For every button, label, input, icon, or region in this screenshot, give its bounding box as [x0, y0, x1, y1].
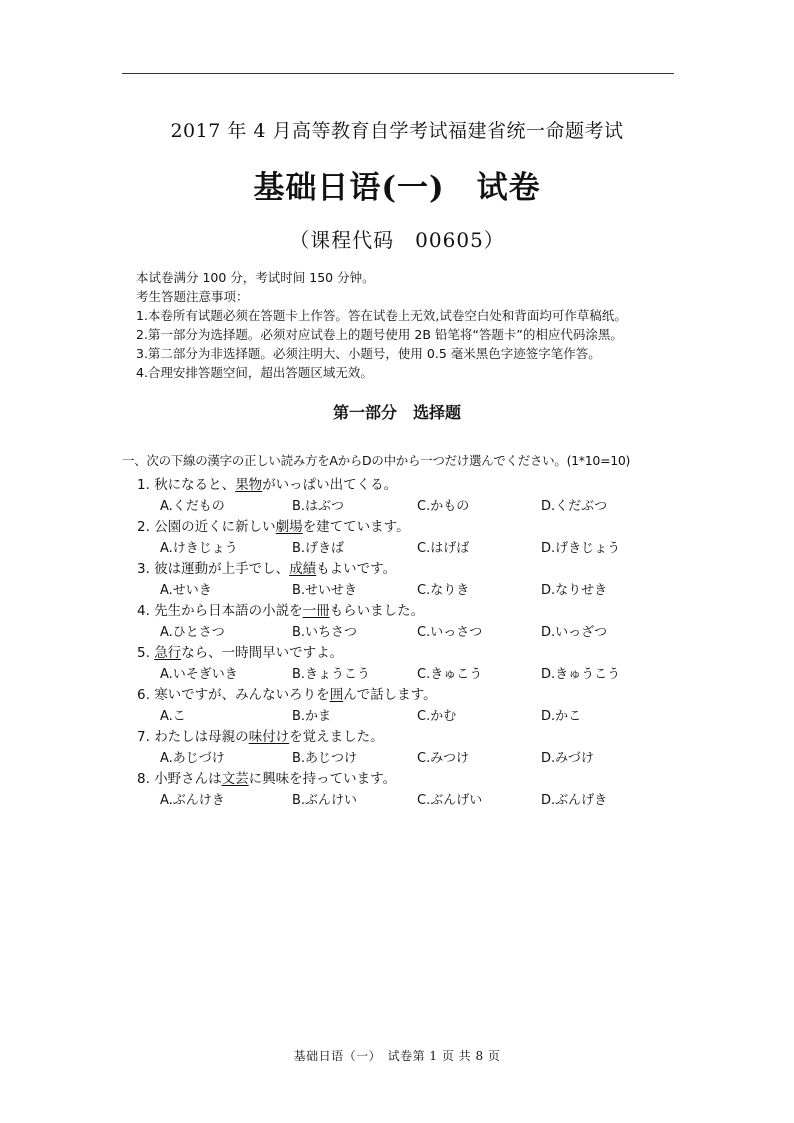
answer-options	[137, 579, 697, 599]
stem-text: もらいました。	[329, 603, 425, 619]
question-stem	[137, 473, 697, 495]
stem-text: 公園の近くに新しい	[154, 519, 276, 535]
option-b: B.あじつけ	[292, 751, 358, 766]
stem-text: わたしは母親の	[154, 729, 249, 745]
underlined-word: 成績	[289, 561, 317, 577]
question-stem	[137, 725, 697, 747]
option-c: C.きゅこう	[417, 667, 483, 682]
notes-line: 3.第二部分为非选择题。必须注明大、小题号，使用 0.5 毫米黑色字迹签字笔作答。	[136, 346, 601, 361]
question-item	[137, 683, 697, 725]
question-item	[137, 515, 697, 557]
option-d: D.げきじょう	[541, 541, 621, 556]
stem-text: なら、一時間早いですよ。	[181, 645, 344, 661]
notes-line: 1.本卷所有试题必须在答题卡上作答。答在试卷上无效,试卷空白处和背面均可作草稿纸。	[136, 308, 627, 323]
answer-options	[137, 621, 697, 641]
option-c: C.はげば	[417, 541, 470, 556]
question-number: 5.	[137, 645, 150, 661]
question-stem	[137, 599, 697, 621]
stem-text: 秋になると、	[154, 477, 236, 493]
question-item	[137, 473, 697, 515]
stem-text: 先生から日本語の小説を	[154, 603, 303, 619]
course-code: （课程代码 00605）	[289, 228, 505, 252]
option-c: C.かむ	[417, 709, 457, 724]
option-a: A.ぶんけき	[160, 793, 225, 808]
question-item	[137, 599, 697, 641]
option-d: D.きゅうこう	[541, 667, 621, 682]
answer-options	[137, 663, 697, 683]
notes-line: 2.第一部分为选择题。必须对应试卷上的题号使用 2B 铅笔将“答题卡”的相应代码涂黑。	[136, 327, 623, 342]
question-stem	[137, 557, 697, 579]
answer-options	[137, 747, 697, 767]
question-stem	[137, 767, 697, 789]
answer-options	[137, 537, 697, 557]
question-item	[137, 557, 697, 599]
option-b: B.せいせき	[292, 583, 358, 598]
exam-header-title: 2017 年 4 月高等教育自学考试福建省统一命题考试	[170, 120, 624, 142]
option-c: C.ぶんげい	[417, 793, 483, 808]
underlined-word: 文芸	[221, 771, 249, 787]
stem-text: んで話します。	[343, 687, 437, 703]
stem-text: 寒いですが、みんないろりを	[154, 687, 330, 703]
question-number: 4.	[137, 603, 150, 619]
option-b: B.げきば	[292, 541, 345, 556]
question-stem	[137, 683, 697, 705]
question-item	[137, 725, 697, 767]
stem-text: 彼は運動が上手でし、	[154, 561, 290, 577]
stem-text: を覚えました。	[289, 729, 384, 745]
option-b: B.はぶつ	[292, 499, 345, 514]
stem-text: もよいです。	[316, 561, 397, 577]
option-b: B.いちさつ	[292, 625, 358, 640]
question-stem	[137, 515, 697, 537]
underlined-word: 味付け	[248, 729, 290, 745]
subject-title: 基础日语(一) 试卷	[253, 170, 541, 206]
stem-text: を建てています。	[302, 519, 410, 535]
option-a: A.いそぎいき	[160, 667, 238, 682]
question-number: 8.	[137, 771, 150, 787]
option-c: C.いっさつ	[417, 625, 483, 640]
option-b: B.かま	[292, 709, 332, 724]
option-a: A.あじづけ	[160, 751, 225, 766]
option-d: D.いっざつ	[541, 625, 608, 640]
underlined-word: 劇場	[275, 519, 303, 535]
option-c: C.みつけ	[417, 751, 469, 766]
option-a: A.こ	[160, 709, 186, 724]
option-a: A.くだもの	[160, 499, 225, 514]
question-item	[137, 767, 697, 809]
option-c: C.なりき	[417, 583, 470, 598]
question-number: 6.	[137, 687, 150, 703]
option-a: A.けきじょう	[160, 541, 238, 556]
option-b: B.きょうこう	[292, 667, 371, 682]
option-b: B.ぶんけい	[292, 793, 358, 808]
answer-options	[137, 789, 697, 809]
notes-line: 考生答题注意事项：	[136, 289, 249, 304]
option-d: D.くだぶつ	[541, 499, 608, 514]
stem-text: に興味を持っています。	[248, 771, 397, 787]
answer-options	[137, 705, 697, 725]
underlined-word: 囲	[329, 687, 344, 703]
underlined-word: 一冊	[302, 603, 330, 619]
underlined-word: 急行	[154, 645, 182, 661]
question-number: 7.	[137, 729, 150, 745]
exam-notes	[136, 268, 696, 382]
section-instruction: 一、次の下線の漢字の正しい読み方をAからDの中から一つだけ選んでください。(1*10=10)	[122, 453, 631, 468]
option-a: A.せいき	[160, 583, 212, 598]
notes-line: 本试卷满分 100 分，考试时间 150 分钟。	[136, 270, 375, 285]
question-number: 1.	[137, 477, 150, 493]
option-d: D.ぶんげき	[541, 793, 608, 808]
underlined-word: 果物	[235, 477, 263, 493]
question-number: 3.	[137, 561, 150, 577]
notes-line: 4.合理安排答题空间，超出答题区域无效。	[136, 365, 373, 380]
question-stem	[137, 641, 697, 663]
part-one-title: 第一部分 选择题	[332, 403, 461, 422]
option-a: A.ひとさつ	[160, 625, 225, 640]
stem-text: がいっぱい出てくる。	[262, 477, 398, 493]
top-divider	[122, 73, 674, 74]
question-item	[137, 641, 697, 683]
stem-text: 小野さんは	[154, 771, 222, 787]
page-footer: 基础日语（一） 试卷第 1 页 共 8 页	[293, 1049, 501, 1063]
answer-options	[137, 495, 697, 515]
option-c: C.かもの	[417, 499, 470, 514]
option-d: D.なりせき	[541, 583, 608, 598]
question-list	[137, 473, 697, 809]
option-d: D.みづけ	[541, 751, 594, 766]
option-d: D.かこ	[541, 709, 582, 724]
question-number: 2.	[137, 519, 150, 535]
